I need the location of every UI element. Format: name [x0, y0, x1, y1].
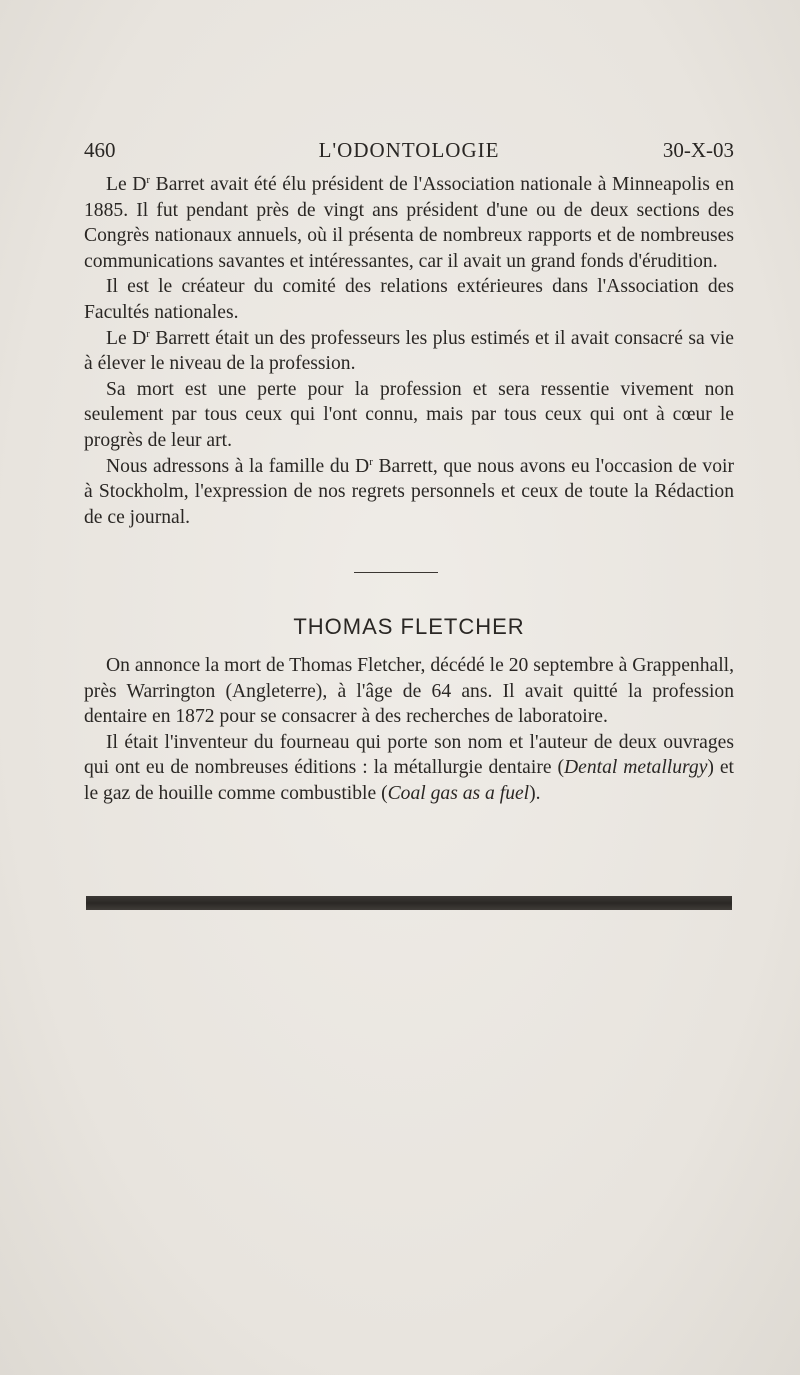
- superscript: r: [369, 455, 373, 468]
- text-span: Barret avait été élu président de l'Association nationale à Minneapolis en 1885. Il fut pendant près de vingt ans président d'une ou de deux sections des Congrès nationaux annuels, où il présenta de nombreux rapports et de nombreuses communications savantes et intéressantes, car il avait un grand fonds d'érudition.: [84, 174, 734, 272]
- text-span: Nous adressons à la famille du D: [106, 455, 370, 477]
- section-title: THOMAS FLETCHER: [293, 614, 525, 639]
- section-divider: [354, 572, 438, 573]
- paragraph: On annonce la mort de Thomas Fletcher, décédé le 20 septembre à Grappenhall, près Warrington (Angleterre), à l'âge de 64 ans. Il avait quitté la profession dentaire en 1872 pour se consacrer à des recherches de laboratoire.: [84, 655, 734, 728]
- text-span: Le D: [106, 174, 147, 195]
- paragraph: Il est le créateur du comité des relations extérieures dans l'Association des Facultés nationales.: [84, 276, 734, 323]
- book-title: Dental metallurgy: [563, 757, 708, 779]
- superscript: r: [146, 174, 151, 186]
- fletcher-obituary: [84, 653, 734, 807]
- paragraph: [84, 172, 734, 274]
- text-span: Barrett, que nous avons eu l'occasion de voir à Stockholm, l'expression de nos regrets personnels et ceux de toute la Rédaction de ce journal.: [84, 455, 734, 528]
- superscript: r: [146, 327, 150, 340]
- page-number: 460: [84, 138, 116, 162]
- paragraph: Sa mort est une perte pour la profession et sera ressentie vivement non seulement par tous ceux qui l'ont connu, mais par tous ceux qui ont à cœur le progrès de leur art.: [84, 378, 734, 451]
- paragraph: [84, 454, 734, 531]
- book-title: Coal gas as a fuel: [387, 782, 530, 804]
- text-span: Barrett était un des professeurs les plus estimés et il avait consacré sa vie à élever le niveau de la profession.: [84, 327, 735, 375]
- running-title: L'ODONTOLOGIE: [318, 138, 500, 162]
- text-span: Le D: [106, 327, 147, 349]
- page-header: [84, 138, 734, 168]
- barrett-obituary: [84, 172, 734, 530]
- paragraph: [84, 730, 734, 807]
- paragraph: [84, 326, 734, 377]
- text-span: ).: [529, 782, 541, 804]
- issue-date: 30-X-03: [662, 138, 734, 162]
- end-rule: [86, 896, 732, 910]
- text-span: Il était l'inventeur du fourneau qui porte son nom et l'auteur de deux ouvrages qui ont eu de nombreuses éditions : la métallurgie dentaire (: [84, 731, 734, 779]
- text-span: ) et le gaz de houille comme combustible (: [84, 757, 734, 804]
